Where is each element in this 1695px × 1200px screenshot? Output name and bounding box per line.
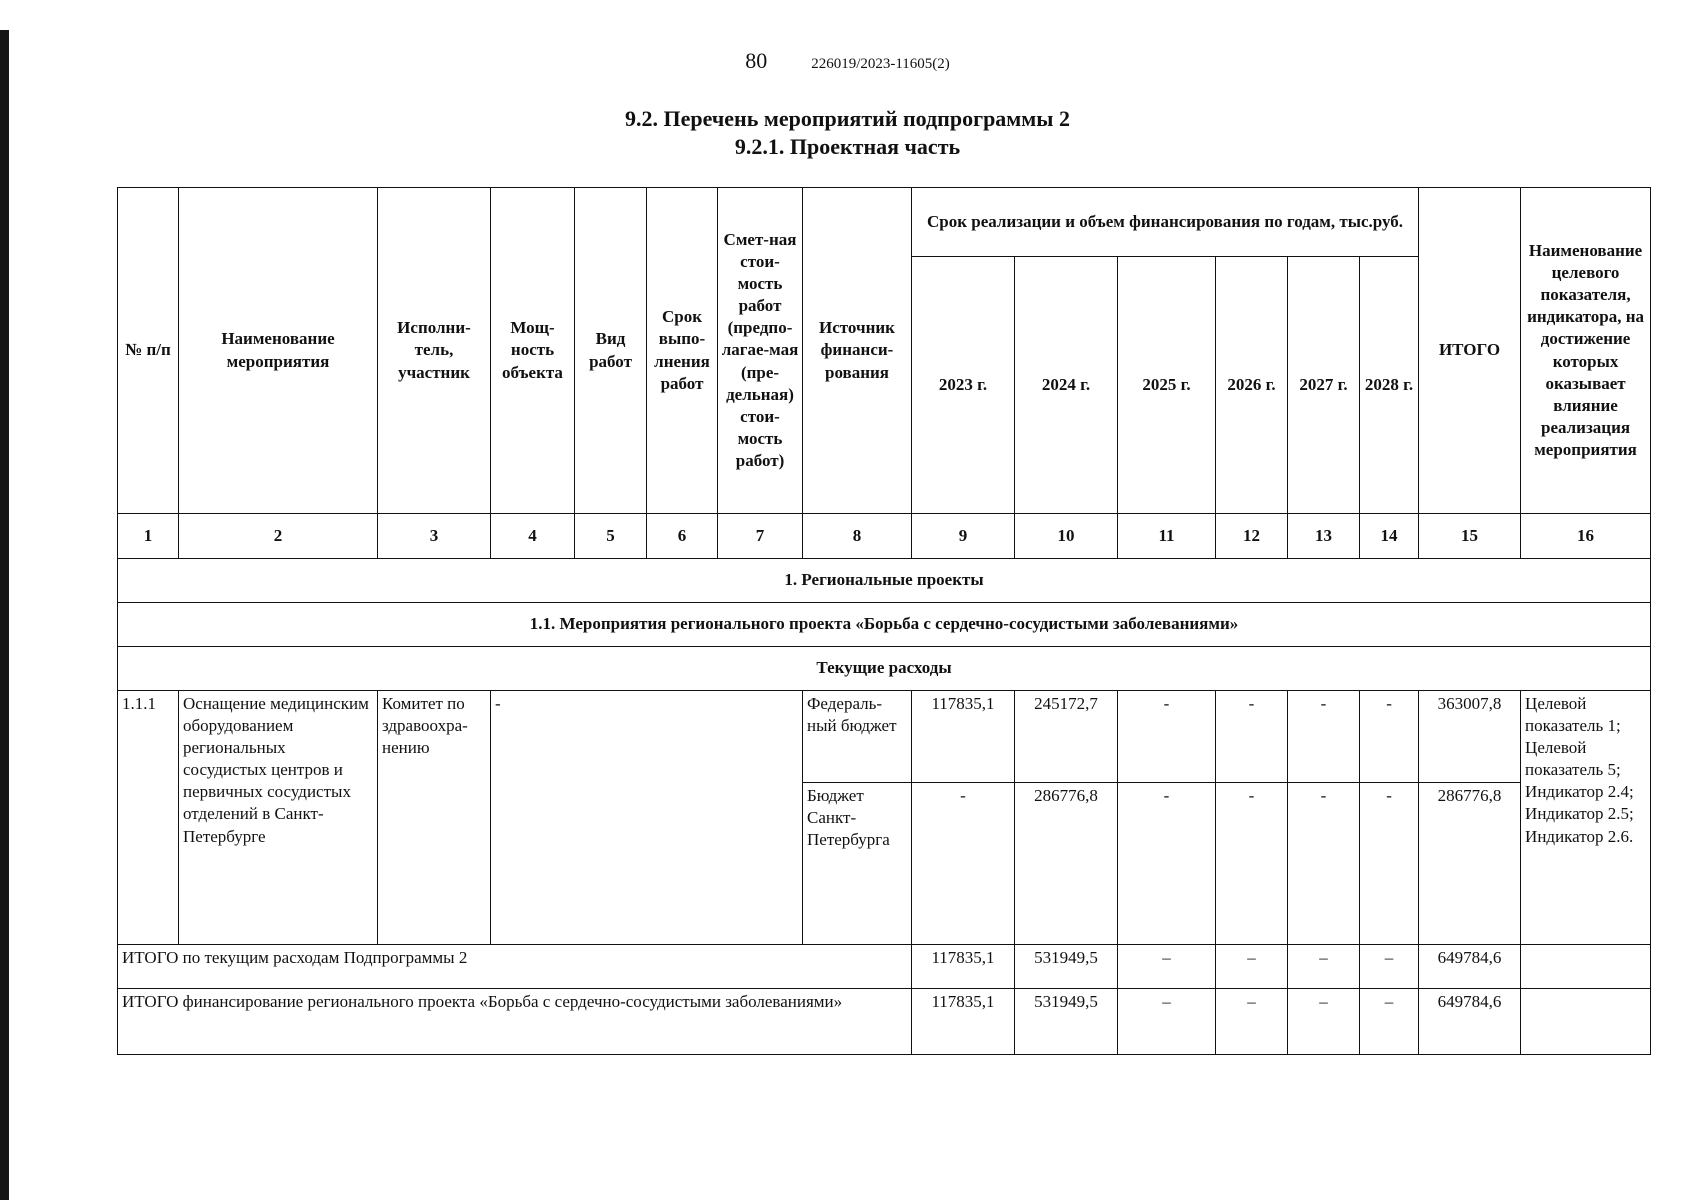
column-number: 8 bbox=[803, 514, 912, 559]
subsection-title: 9.2.1. Проектная часть bbox=[734, 134, 961, 159]
total-current-row bbox=[118, 945, 1651, 989]
total-current-2024: 531949,5 bbox=[1015, 945, 1118, 989]
document-number: 226019/2023-11605(2) bbox=[811, 56, 950, 72]
total-current-2023: 117835,1 bbox=[912, 945, 1015, 989]
column-number: 2 bbox=[179, 514, 378, 559]
value-2025: - bbox=[1118, 783, 1216, 945]
value-2025: - bbox=[1118, 691, 1216, 783]
col-header-2027: 2027 г. bbox=[1288, 257, 1360, 514]
total-current-2025: – bbox=[1118, 945, 1216, 989]
section-project-title: 1.1. Мероприятия регионального проекта «Борьба с сердечно-сосудистыми заболеваниями» bbox=[118, 603, 1651, 647]
item-executor: Комитет по здравоохра-нению bbox=[378, 691, 491, 945]
value-total: 363007,8 bbox=[1419, 691, 1521, 783]
value-2027: - bbox=[1288, 783, 1360, 945]
value-2028: - bbox=[1360, 691, 1419, 783]
col-header-executor: Исполни-тель, участник bbox=[378, 188, 491, 514]
column-number: 4 bbox=[491, 514, 575, 559]
total-project-2027: – bbox=[1288, 989, 1360, 1055]
total-current-total: 649784,6 bbox=[1419, 945, 1521, 989]
section-regional-projects: 1. Региональные проекты bbox=[118, 559, 1651, 603]
section-row-current bbox=[118, 647, 1651, 691]
value-2023: - bbox=[912, 783, 1015, 945]
item-capacity: - bbox=[491, 691, 803, 945]
total-current-label: ИТОГО по текущим расходам Подпрограммы 2 bbox=[118, 945, 912, 989]
column-number: 10 bbox=[1015, 514, 1118, 559]
col-header-total: ИТОГО bbox=[1419, 188, 1521, 514]
total-project-label: ИТОГО финансирование регионального проекта «Борьба с сердечно-сосудистыми заболеваниями» bbox=[118, 989, 912, 1055]
total-current-2027: – bbox=[1288, 945, 1360, 989]
col-header-work-type: Вид работ bbox=[575, 188, 647, 514]
column-number: 6 bbox=[647, 514, 718, 559]
value-2026: - bbox=[1216, 691, 1288, 783]
value-2024: 245172,7 bbox=[1015, 691, 1118, 783]
value-2027: - bbox=[1288, 691, 1360, 783]
column-number: 15 bbox=[1419, 514, 1521, 559]
section-current-expenses: Текущие расходы bbox=[118, 647, 1651, 691]
total-project-2026: – bbox=[1216, 989, 1288, 1055]
column-number: 5 bbox=[575, 514, 647, 559]
total-current-2028: – bbox=[1360, 945, 1419, 989]
total-project-2028: – bbox=[1360, 989, 1419, 1055]
total-project-2023: 117835,1 bbox=[912, 989, 1015, 1055]
col-header-capacity: Мощ-ность объекта bbox=[491, 188, 575, 514]
value-2024: 286776,8 bbox=[1015, 783, 1118, 945]
column-number: 3 bbox=[378, 514, 491, 559]
col-header-term: Срок выпо-лнения работ bbox=[647, 188, 718, 514]
column-number: 16 bbox=[1521, 514, 1651, 559]
col-header-source: Источник финанси-рования bbox=[803, 188, 912, 514]
total-current-2026: – bbox=[1216, 945, 1288, 989]
column-number: 1 bbox=[118, 514, 179, 559]
section-row-regional bbox=[118, 559, 1651, 603]
column-number: 13 bbox=[1288, 514, 1360, 559]
column-number: 14 bbox=[1360, 514, 1419, 559]
col-header-num: № п/п bbox=[118, 188, 179, 514]
total-project-row bbox=[118, 989, 1651, 1055]
total-current-target bbox=[1521, 945, 1651, 989]
total-project-total: 649784,6 bbox=[1419, 989, 1521, 1055]
page-header bbox=[0, 48, 1695, 74]
col-header-2025: 2025 г. bbox=[1118, 257, 1216, 514]
column-number: 12 bbox=[1216, 514, 1288, 559]
col-header-2024: 2024 г. bbox=[1015, 257, 1118, 514]
item-number: 1.1.1 bbox=[118, 691, 179, 945]
col-header-name: Наименование мероприятия bbox=[179, 188, 378, 514]
col-header-2028: 2028 г. bbox=[1360, 257, 1419, 514]
column-number: 9 bbox=[912, 514, 1015, 559]
value-2028: - bbox=[1360, 783, 1419, 945]
col-header-target: Наименование целевого показателя, индикатора, на достижение которых оказывает влияние реализация мероприятия bbox=[1521, 188, 1651, 514]
col-header-estimate: Смет-ная стои-мость работ (предпо-лагае-мая (пре-дельная) стои-мость работ) bbox=[718, 188, 803, 514]
col-header-2023: 2023 г. bbox=[912, 257, 1015, 514]
total-project-target bbox=[1521, 989, 1651, 1055]
funding-source: Федераль-ный бюджет bbox=[803, 691, 912, 783]
item-target-indicators: Целевой показатель 1; Целевой показатель 5; Индикатор 2.4; Индикатор 2.5; Индикатор 2.6. bbox=[1521, 691, 1651, 945]
value-2023: 117835,1 bbox=[912, 691, 1015, 783]
item-name: Оснащение медицинским оборудованием региональных сосудистых центров и первичных сосудистых отделений в Санкт-Петербурге bbox=[179, 691, 378, 945]
funding-source: Бюджет Санкт-Петербурга bbox=[803, 783, 912, 945]
column-number: 11 bbox=[1118, 514, 1216, 559]
activities-table bbox=[117, 187, 1651, 1055]
scan-edge-bar bbox=[0, 30, 9, 1200]
column-number: 7 bbox=[718, 514, 803, 559]
total-project-2024: 531949,5 bbox=[1015, 989, 1118, 1055]
page-number: 80 bbox=[745, 48, 768, 73]
header-row bbox=[118, 188, 1651, 257]
column-numbers-row bbox=[118, 514, 1651, 559]
col-header-financing-group: Срок реализации и объем финансирования по годам, тыс.руб. bbox=[912, 188, 1419, 257]
value-total: 286776,8 bbox=[1419, 783, 1521, 945]
value-2026: - bbox=[1216, 783, 1288, 945]
item-row-federal bbox=[118, 691, 1651, 783]
section-row-project bbox=[118, 603, 1651, 647]
section-title: 9.2. Перечень мероприятий подпрограммы 2 bbox=[625, 106, 1070, 131]
total-project-2025: – bbox=[1118, 989, 1216, 1055]
col-header-2026: 2026 г. bbox=[1216, 257, 1288, 514]
